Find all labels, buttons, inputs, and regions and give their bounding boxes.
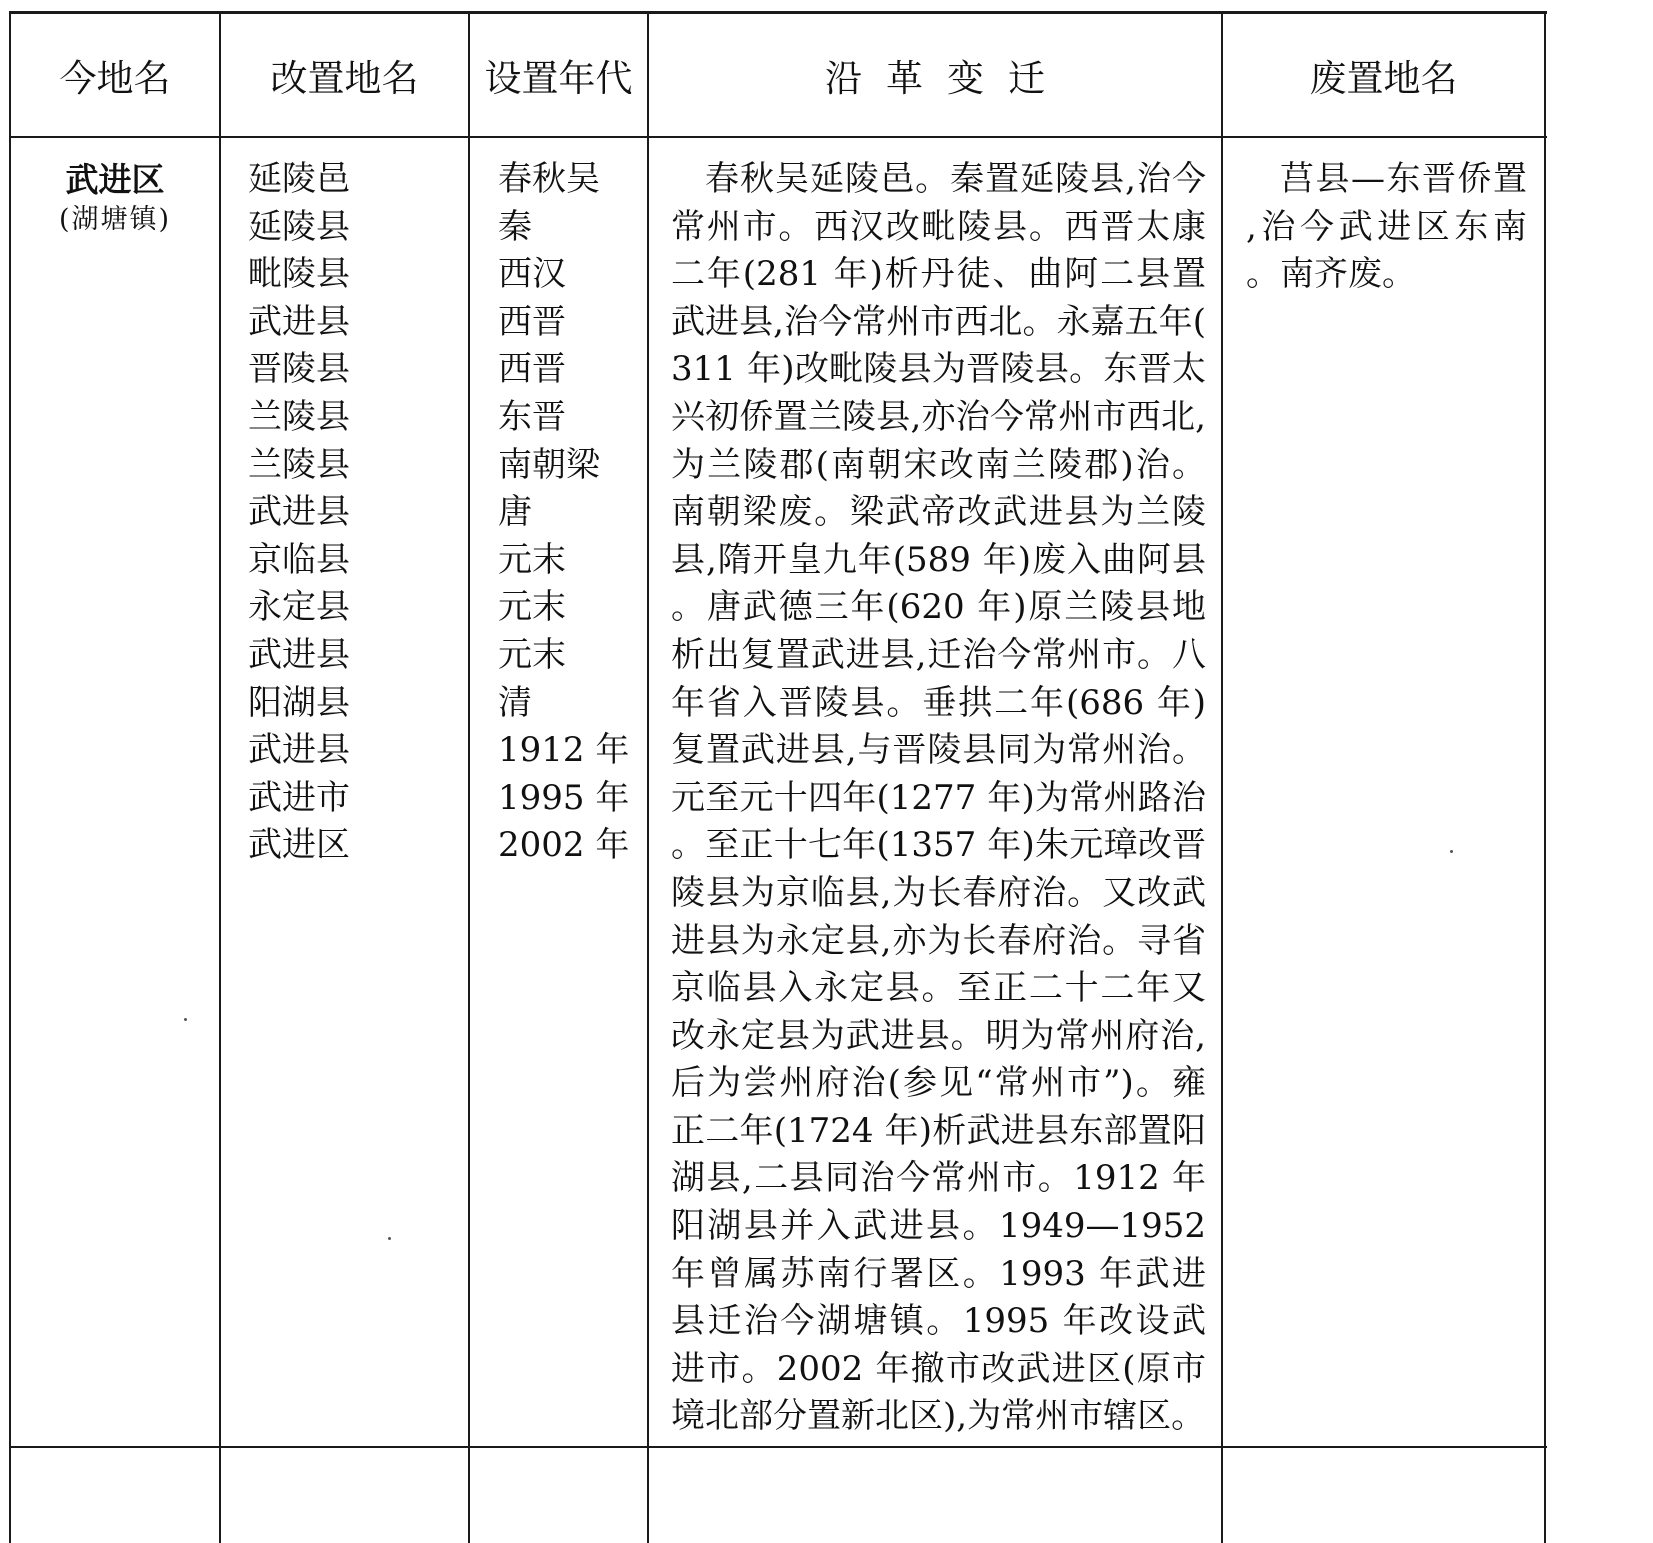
renamed-list (248, 156, 458, 870)
period-item: 西晋 (498, 301, 566, 342)
period-item: 1995 年 (498, 777, 630, 818)
current-name-note: (湖塘镇) (58, 204, 172, 235)
renamed-item: 武进县 (248, 301, 350, 342)
header-history: 沿革变迁 (825, 56, 1069, 100)
period-item: 西汉 (498, 254, 566, 295)
period-item: 秦 (498, 206, 532, 247)
column-divider-2 (468, 11, 470, 1543)
period-item: 南朝梁 (498, 444, 600, 485)
renamed-item: 武进区 (248, 825, 350, 866)
history-cell (671, 156, 1206, 1441)
period-item: 清 (498, 682, 532, 723)
abolished-cell (1246, 156, 1527, 299)
header-period: 设置年代 (484, 56, 633, 100)
current-name: 武进区 (65, 160, 165, 199)
renamed-item: 武进县 (248, 492, 350, 533)
period-item: 2002 年 (498, 825, 630, 866)
period-item: 元末 (498, 634, 566, 675)
scan-speck (184, 1018, 187, 1021)
header-abolished: 废置地名 (1309, 56, 1458, 100)
renamed-item: 兰陵县 (248, 396, 350, 437)
renamed-item: 阳湖县 (248, 682, 350, 723)
column-divider-4 (1221, 11, 1223, 1543)
row-bottom-rule (10, 1446, 1547, 1448)
period-item: 西晋 (498, 349, 566, 390)
header-renamed: 改置地名 (270, 56, 419, 100)
header-current-name: 今地名 (59, 56, 171, 100)
renamed-item: 延陵邑 (248, 159, 350, 199)
renamed-item: 京临县 (248, 539, 350, 580)
period-item: 唐 (498, 492, 532, 533)
scan-speck (388, 1237, 391, 1240)
scan-speck (1450, 850, 1453, 853)
period-item: 元末 (498, 539, 566, 580)
renamed-item: 武进市 (248, 777, 350, 818)
history-text: 春秋吴延陵邑。秦置延陵县,治今常州市。西汉改毗陵县。西晋太康二年(281 年)析丹徒、曲阿二县置武进县,治今常州市西北。永嘉五年(311 年)改毗陵县为晋陵县。东晋太兴初侨置兰陵县,亦治今常州市西北,为兰陵郡(南朝宋改南兰陵郡)治。南朝梁废。梁武帝改武进县为兰陵县,隋开皇九年(589 年)废入曲阿县。唐武德三年(620 年)原兰陵县地析出复置武进县,迁治今常州市。八年省入晋陵县。垂拱二年(686 年)复置武进县,与晋陵县同为常州治。元至元十四年(1277 年)为常州路治。至正十七年(1357 年)朱元璋改晋陵县为京临县,为长春府治。又改武进县为永定县,亦为长春府治。寻省京临县入永定县。至正二十二年又改永定县为武进县。明为常州府治,后为尝州府治(参见“常州市”)。雍正二年(1724 年)析武进县东部置阳湖县,二县同治今常州市。1912 年阳湖县并入武进县。1949—1952 年曾属苏南行署区。1993 年武进县迁治今湖塘镇。1995 年改设武进市。2002 年撤市改武进区(原市境北部分置新北区),为常州市辖区。 (671, 159, 1206, 1437)
renamed-item: 延陵县 (248, 206, 350, 247)
renamed-item: 兰陵县 (248, 444, 350, 485)
period-list (498, 156, 648, 870)
renamed-item: 毗陵县 (248, 254, 350, 295)
abolished-text: 莒县—东晋侨置,治今武进区东南。南齐废。 (1246, 159, 1527, 295)
column-divider-1 (219, 11, 221, 1543)
renamed-item: 永定县 (248, 587, 350, 628)
renamed-item: 武进县 (248, 730, 350, 771)
period-item: 元末 (498, 587, 566, 628)
period-item: 春秋吴 (498, 159, 600, 199)
period-item: 1912 年 (498, 730, 630, 771)
table-left-border (9, 11, 11, 1543)
table-right-border (1544, 11, 1546, 1543)
renamed-item: 晋陵县 (248, 349, 350, 390)
period-item: 东晋 (498, 396, 566, 437)
current-name-cell (10, 160, 220, 240)
renamed-item: 武进县 (248, 634, 350, 675)
